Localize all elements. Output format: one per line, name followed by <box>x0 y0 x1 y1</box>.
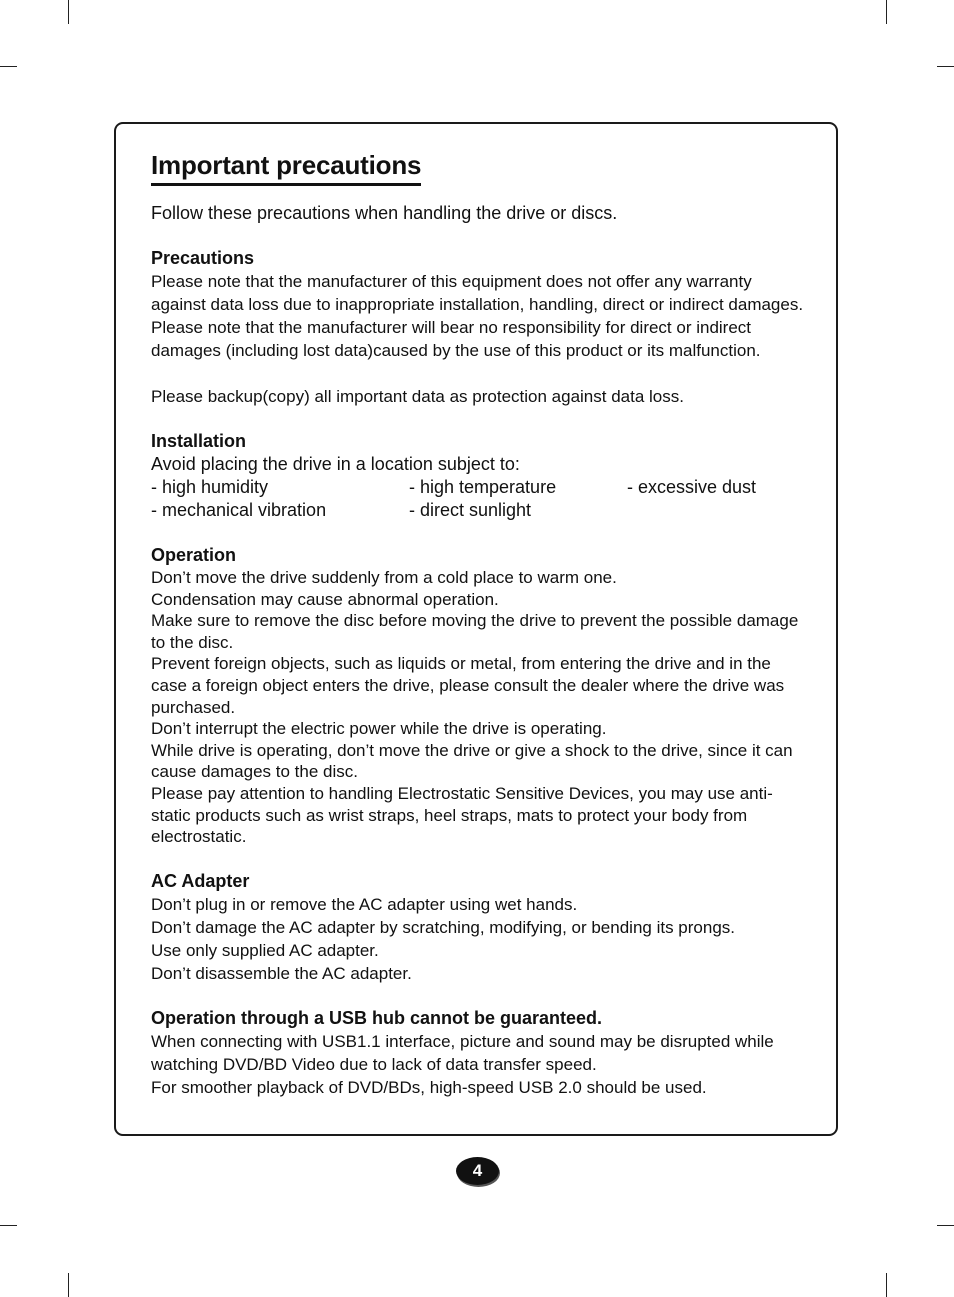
installation-lead: Avoid placing the drive in a location subject to: <box>151 454 520 474</box>
precautions-heading: Precautions <box>151 248 255 268</box>
installation-conditions <box>151 476 811 522</box>
crop-mark-top-right <box>937 66 954 67</box>
ac-adapter-line: Use only supplied AC adapter. <box>151 940 379 960</box>
section-usb-hub <box>151 1007 811 1099</box>
panel-content <box>151 148 811 1099</box>
condition-item: - excessive dust <box>627 477 757 497</box>
operation-heading: Operation <box>151 545 237 565</box>
section-precautions <box>151 247 811 408</box>
section-ac-adapter <box>151 870 811 985</box>
section-installation <box>151 430 811 522</box>
usb-hub-line: For smoother playback of DVD/BDs, high-speed USB 2.0 should be used. <box>151 1077 707 1097</box>
precautions-panel <box>114 122 838 1136</box>
crop-mark-bottom-left <box>0 1225 17 1226</box>
crop-mark-top-right <box>886 0 887 24</box>
intro-text: Follow these precautions when handling the drive or discs. <box>151 203 618 223</box>
condition-item: - mechanical vibration <box>151 500 327 520</box>
usb-hub-line: When connecting with USB1.1 interface, picture and sound may be disrupted while watching DVD/BD Video due to lack of data transfer speed. <box>151 1031 774 1074</box>
backup-paragraph: Please backup(copy) all important data as protection against data loss. <box>151 387 684 406</box>
page-number-badge: 4 <box>456 1157 499 1185</box>
page-title: Important precautions <box>151 148 421 186</box>
operation-line: Don’t move the drive suddenly from a cold place to warm one. <box>151 568 617 587</box>
ac-adapter-line: Don’t disassemble the AC adapter. <box>151 963 412 983</box>
precautions-paragraph: Please note that the manufacturer of this equipment does not offer any warranty against data loss due to inappropriate installation, handling, direct or indirect damages. Please note that the manufacturer will bear no responsibility for direct or indirect damages (including lost data)caused by the use of this product or its malfunction. <box>151 272 804 360</box>
ac-adapter-line: Don’t plug in or remove the AC adapter using wet hands. <box>151 894 578 914</box>
operation-line: While drive is operating, don’t move the drive or give a shock to the drive, since it can cause damages to the disc. <box>151 740 793 782</box>
section-operation <box>151 544 811 848</box>
crop-mark-bottom-left <box>68 1273 69 1297</box>
condition-item: - high humidity <box>151 477 269 497</box>
ac-adapter-line: Don’t damage the AC adapter by scratching, modifying, or bending its prongs. <box>151 917 736 937</box>
operation-line: Please pay attention to handling Electrostatic Sensitive Devices, you may use anti-static products such as wrist straps, heel straps, mats to protect your body from electrostatic. <box>151 783 773 847</box>
ac-adapter-heading: AC Adapter <box>151 870 250 891</box>
operation-line: Don’t interrupt the electric power while the drive is operating. <box>151 719 607 739</box>
crop-mark-bottom-right <box>937 1225 954 1226</box>
condition-item: - direct sunlight <box>409 500 532 520</box>
crop-mark-top-left <box>68 0 69 24</box>
crop-mark-top-left <box>0 66 17 67</box>
condition-item: - high temperature <box>409 477 557 497</box>
installation-heading: Installation <box>151 431 247 451</box>
crop-mark-bottom-right <box>886 1273 887 1297</box>
operation-line: Condensation may cause abnormal operation. <box>151 589 499 609</box>
usb-hub-heading: Operation through a USB hub cannot be guaranteed. <box>151 1007 603 1028</box>
operation-line: Make sure to remove the disc before moving the drive to prevent the possible damage to the disc. <box>151 611 799 652</box>
operation-line: Prevent foreign objects, such as liquids or metal, from entering the drive and in the case a foreign object enters the drive, please consult the dealer where the drive was purchased. <box>151 654 785 717</box>
